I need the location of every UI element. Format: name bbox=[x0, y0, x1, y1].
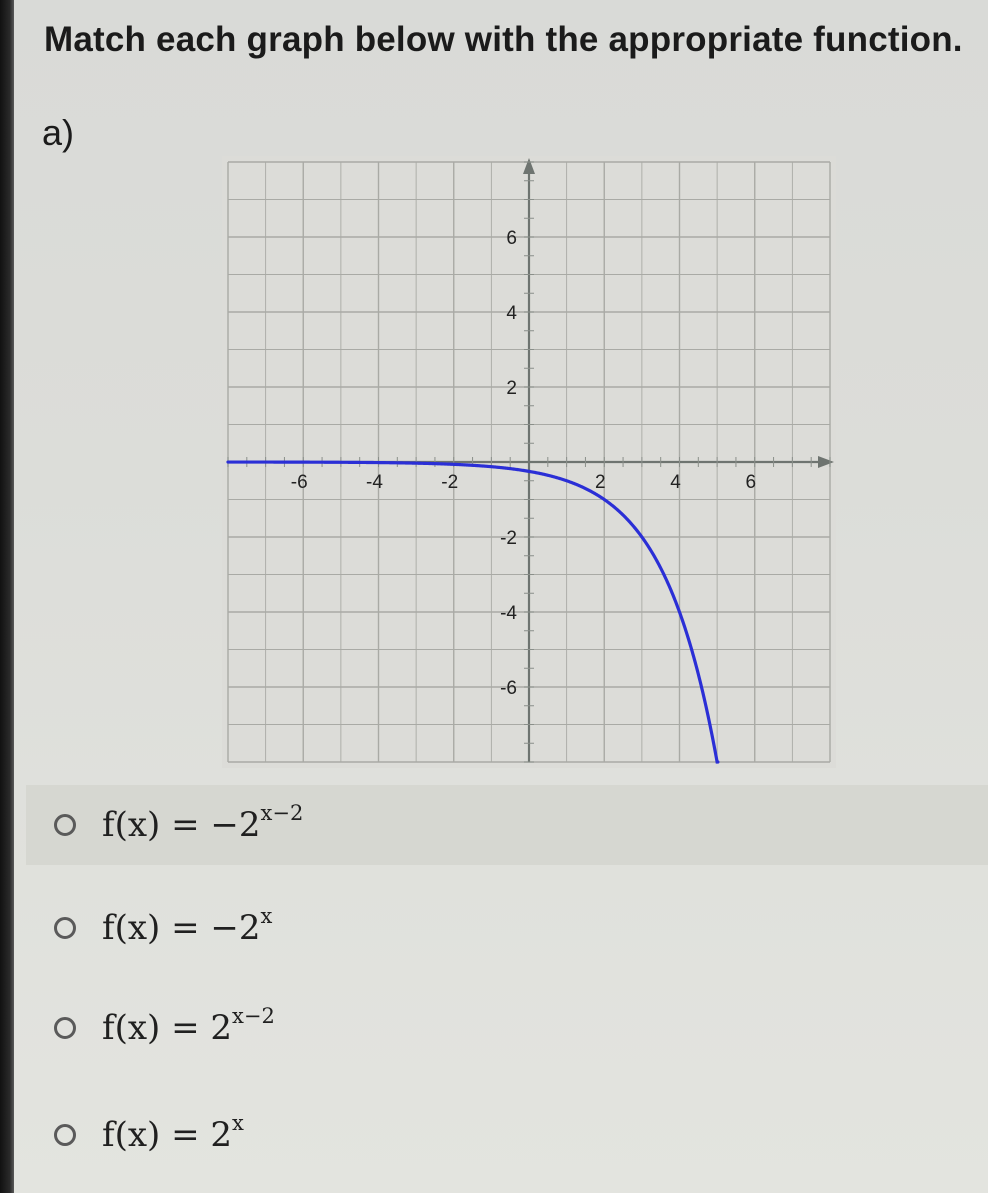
x-tick-label: 4 bbox=[670, 472, 681, 493]
answer-options bbox=[26, 775, 988, 1193]
option-4[interactable] bbox=[26, 1095, 988, 1175]
y-tick-label: 6 bbox=[506, 228, 517, 249]
part-label: a) bbox=[42, 112, 75, 153]
option-2-function: $f(x) = -2^x$ bbox=[102, 904, 273, 948]
option-1-function: $f(x) = -2^{x-2}$ bbox=[102, 801, 304, 845]
x-tick-label: -4 bbox=[366, 472, 383, 493]
y-tick-label: 2 bbox=[506, 378, 517, 399]
y-tick-label: -4 bbox=[500, 603, 517, 624]
option-2[interactable] bbox=[26, 888, 988, 968]
x-tick-label: -2 bbox=[441, 472, 459, 493]
y-tick-label: 4 bbox=[506, 303, 517, 324]
x-tick-label: 6 bbox=[745, 472, 757, 493]
y-tick-label: -6 bbox=[500, 678, 517, 699]
x-tick-label: -6 bbox=[290, 472, 308, 493]
graph bbox=[222, 156, 836, 768]
radio-button[interactable] bbox=[54, 917, 76, 939]
radio-button[interactable] bbox=[54, 814, 76, 836]
radio-button[interactable] bbox=[54, 1017, 76, 1039]
x-tick-label: 2 bbox=[594, 472, 606, 493]
option-4-function: $f(x) = 2^x$ bbox=[102, 1111, 244, 1155]
option-3-function: $f(x) = 2^{x-2}$ bbox=[102, 1004, 275, 1048]
question-prompt: Match each graph below with the appropriate function. bbox=[44, 20, 963, 59]
radio-button[interactable] bbox=[54, 1124, 76, 1146]
device-bezel bbox=[0, 0, 14, 1193]
option-1[interactable] bbox=[26, 785, 988, 865]
option-3[interactable] bbox=[26, 988, 988, 1068]
graph-svg bbox=[222, 156, 836, 768]
y-tick-label: -2 bbox=[500, 528, 517, 549]
